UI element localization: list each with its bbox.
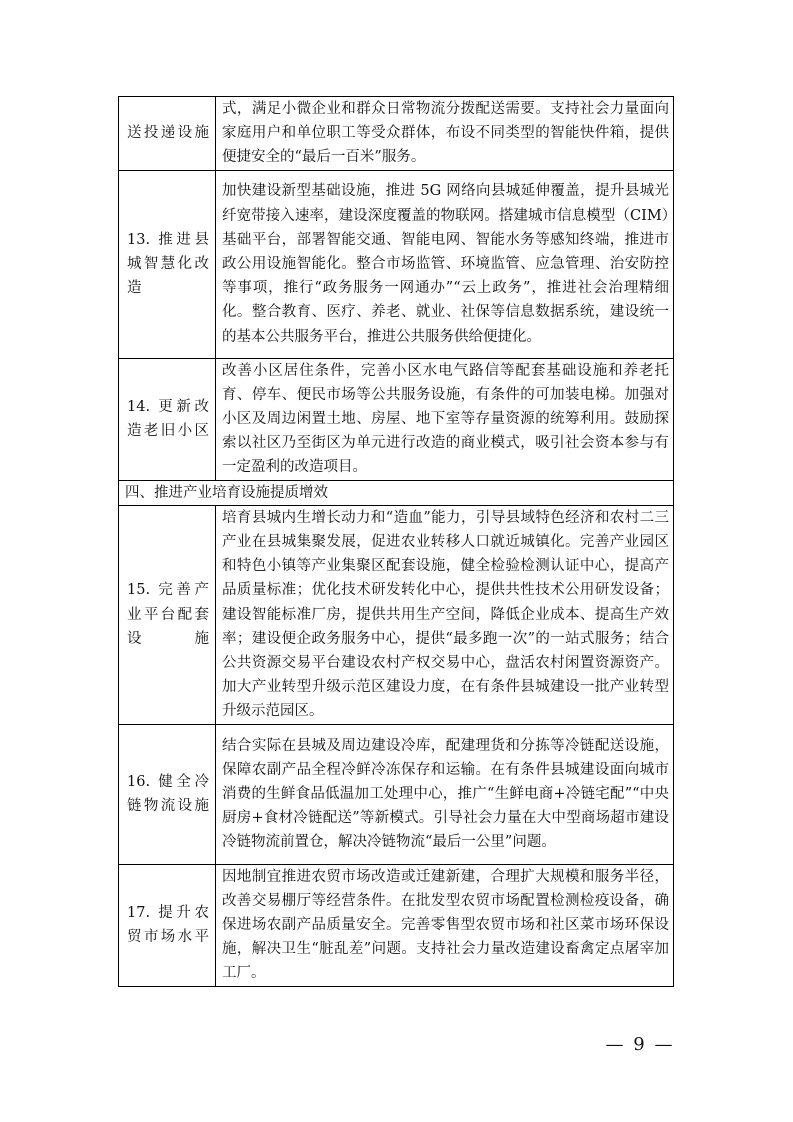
item-description: 因地制宜推进农贸市场改造或迁建新建，合理扩大规模和服务半径，改善交易棚厅等经营条件。在批发型农贸市场配置检测检疫设备，确保进场农副产品质量安全。完善零售型农贸市场和社区菜市场环保设施，解决卫生“脏乱差”问题。支持社会力量改造建设畜禽定点屠宰加工厂。 — [216, 864, 674, 986]
table-row — [119, 358, 674, 480]
section-row — [119, 480, 674, 505]
item-description: 式，满足小微企业和群众日常物流分拨配送需要。支持社会力量面向家庭用户和单位职工等受众群体，布设不同类型的智能快件箱，提供便捷安全的“最后一百米”服务。 — [216, 97, 674, 171]
item-name: 送投递设施 — [119, 97, 216, 171]
item-description: 培育县城内生增长动力和“造血”能力，引导县域特色经济和农村二三产业在县城集聚发展，促进农业转移人口就近城镇化。完善产业园区和特色小镇等产业集聚区配套设施，健全检验检测认证中心，提高产品质量标准；优化技术研发转化中心，提供共性技术公用研发设备；建设智能标准厂房，提供共用生产空间，降低企业成本、提高生产效率；建设便企政务服务中心，提供“最多跑一次”的一站式服务；结合公共资源交易平台建设农村产权交易中心，盘活农村闲置资源资产。加大产业转型升级示范区建设力度，在有条件县城建设一批产业转型升级示范园区。 — [216, 505, 674, 724]
policy-table — [118, 96, 674, 987]
item-name: 15. 完善产业平台配套设施 — [119, 505, 216, 724]
item-description: 改善小区居住条件，完善小区水电气路信等配套基础设施和养老托育、停车、便民市场等公共服务设施，有条件的可加装电梯。加强对小区及周边闲置土地、房屋、地下室等存量资源的统筹利用。鼓励探索以社区乃至街区为单元进行改造的商业模式，吸引社会资本参与有一定盈利的改造项目。 — [216, 358, 674, 480]
table-row — [119, 505, 674, 724]
section-heading: 四、推进产业培育设施提质增效 — [119, 480, 674, 505]
item-name: 13. 推进县城智慧化改造 — [119, 170, 216, 358]
item-name: 16. 健全冷链物流设施 — [119, 724, 216, 864]
item-name: 17. 提升农贸市场水平 — [119, 864, 216, 986]
table-row — [119, 97, 674, 171]
table-row — [119, 170, 674, 358]
item-description: 加快建设新型基础设施，推进 5G 网络向县城延伸覆盖，提升县城光纤宽带接入速率，建设深度覆盖的物联网。搭建城市信息模型（CIM）基础平台，部署智能交通、智能电网、智能水务等感知终端，推进市政公用设施智能化。整合市场监管、环境监管、应急管理、治安防控等事项，推行“政务服务一网通办”“云上政务”，推进社会治理精细化。整合教育、医疗、养老、就业、社保等信息数据系统，建设统一的基本公共服务平台，推进公共服务供给便捷化。 — [216, 170, 674, 358]
page-number: — 9 — — [605, 1034, 675, 1055]
item-description: 结合实际在县城及周边建设冷库，配建理货和分拣等冷链配送设施，保障农副产品全程冷鲜冷冻保存和运输。在有条件县城建设面向城市消费的生鲜食品低温加工处理中心，推广“生鲜电商+冷链宅配”“中央厨房+食材冷链配送”等新模式。引导社会力量在大中型商场超市建设冷链物流前置仓，解决冷链物流“最后一公里”问题。 — [216, 724, 674, 864]
table-row — [119, 864, 674, 986]
table-row — [119, 724, 674, 864]
item-name: 14. 更新改造老旧小区 — [119, 358, 216, 480]
